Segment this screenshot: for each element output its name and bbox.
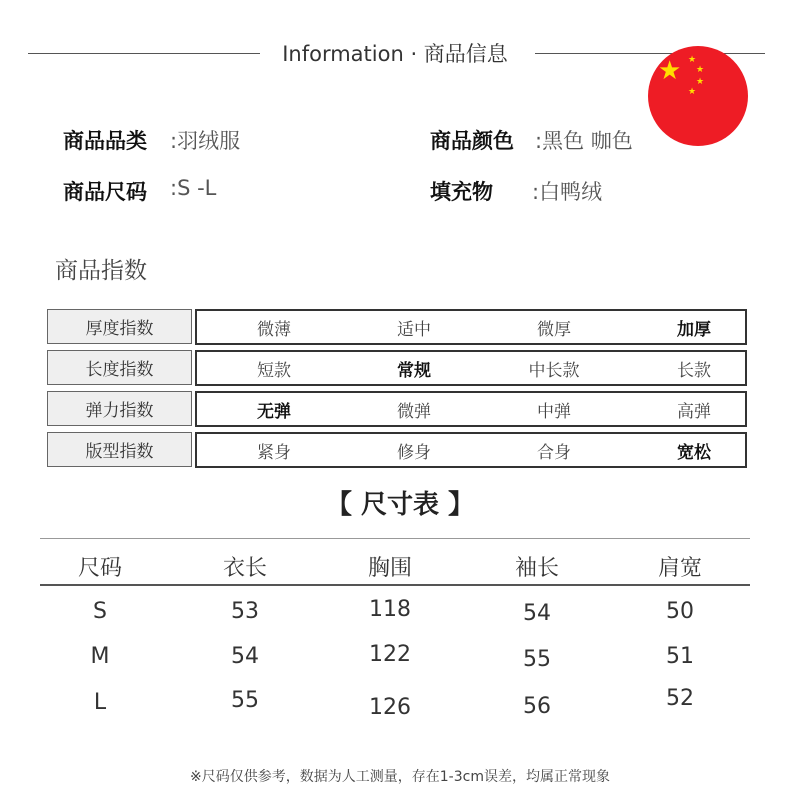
index-option: 高弹 [677, 401, 711, 422]
size-table-cell: L [93, 690, 107, 715]
index-row [47, 309, 747, 344]
index-options-box [195, 391, 747, 427]
size-table-cell: 50 [666, 599, 694, 624]
attr-size-label: 商品尺码 [63, 180, 147, 204]
index-option-selected: 加厚 [677, 319, 711, 340]
flag-small-star-icon: ★ [696, 65, 705, 75]
size-table-header-cell: 胸围 [367, 556, 412, 581]
section-header-title: Information · 商品信息 [282, 42, 508, 66]
index-option: 微弹 [397, 401, 431, 422]
index-section-title: 商品指数 [55, 258, 147, 284]
size-table-cell: 56 [523, 694, 551, 719]
size-table-cell: 122 [369, 642, 411, 667]
size-table-cell: S [93, 599, 107, 624]
size-table-header-cell: 衣长 [222, 556, 267, 581]
index-option-selected: 宽松 [677, 442, 711, 463]
index-option: 短款 [257, 360, 291, 381]
size-table-header-cell: 袖长 [514, 556, 559, 581]
index-option-selected: 常规 [397, 360, 431, 381]
size-table-cell: 54 [231, 644, 259, 669]
index-option: 微厚 [537, 319, 571, 340]
index-option: 微薄 [257, 319, 291, 340]
attr-category-value: :羽绒服 [170, 129, 241, 153]
index-option: 合身 [537, 442, 571, 463]
size-table-header-rule [40, 584, 750, 586]
index-options-box [195, 432, 747, 468]
attr-size-value: :S -L [170, 176, 217, 200]
index-option: 中弹 [537, 401, 571, 422]
size-table-cell: M [90, 644, 110, 669]
index-row [47, 350, 747, 385]
china-flag-icon [648, 46, 748, 146]
index-option: 修身 [397, 442, 431, 463]
size-table-cell: 126 [369, 695, 411, 720]
size-table-cell: 118 [369, 597, 411, 622]
flag-small-star-icon: ★ [688, 87, 697, 97]
flag-big-star-icon: ★ [658, 56, 682, 86]
size-table-cell: 52 [666, 686, 694, 711]
index-option: 长款 [677, 360, 711, 381]
index-row [47, 432, 747, 467]
attr-filling-value: :白鸭绒 [532, 180, 603, 204]
attr-color-label: 商品颜色 [430, 129, 514, 153]
attr-category-label: 商品品类 [63, 129, 147, 153]
flag-small-star-icon: ★ [688, 55, 697, 65]
size-chart-title: 【 尺寸表 】 [325, 490, 475, 520]
header-rule-left [28, 53, 260, 54]
size-footnote: ※尺码仅供参考，数据为人工测量，存在1-3cm误差，均属正常现象 [190, 769, 610, 785]
size-table-header-cell: 肩宽 [657, 556, 702, 581]
index-option: 适中 [397, 319, 431, 340]
attr-filling-label: 填充物 [430, 180, 493, 204]
index-row [47, 391, 747, 426]
index-row-label: 厚度指数 [47, 309, 192, 344]
index-row-label: 弹力指数 [47, 391, 192, 426]
index-option-selected: 无弹 [257, 401, 291, 422]
size-table-header-cell: 尺码 [77, 556, 122, 581]
size-table-cell: 53 [231, 599, 259, 624]
flag-small-star-icon: ★ [696, 77, 705, 87]
size-table-cell: 55 [231, 688, 259, 713]
size-table-cell: 51 [666, 644, 694, 669]
index-options-box [195, 350, 747, 386]
index-options-box [195, 309, 747, 345]
size-table-cell: 54 [523, 601, 551, 626]
size-table-cell: 55 [523, 647, 551, 672]
index-option: 紧身 [257, 442, 291, 463]
index-option: 中长款 [528, 360, 580, 381]
header-rule-right [535, 53, 765, 54]
index-row-label: 版型指数 [47, 432, 192, 467]
size-table-top-rule [40, 538, 750, 539]
index-row-label: 长度指数 [47, 350, 192, 385]
attr-color-value: :黑色 咖色 [535, 129, 633, 153]
